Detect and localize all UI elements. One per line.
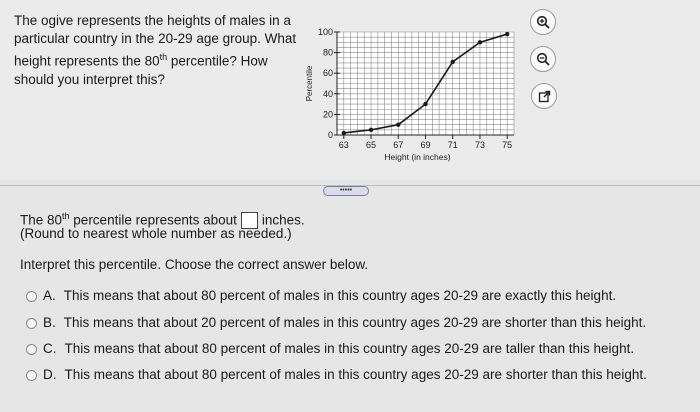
interpret-prompt: Interpret this percentile. Choose the correct answer below. bbox=[20, 257, 369, 272]
answer-suffix: inches. bbox=[261, 212, 305, 228]
answer-prefix: The 80 bbox=[20, 212, 63, 228]
zoom-in-icon bbox=[536, 15, 550, 29]
expand-more-button[interactable]: ••••• bbox=[323, 186, 369, 196]
option-c-radio[interactable] bbox=[26, 344, 37, 355]
question-line-3-start: height represents the 80 bbox=[14, 53, 160, 69]
data-point bbox=[505, 32, 509, 36]
zoom-out-button[interactable] bbox=[530, 46, 556, 72]
answer-sup: th bbox=[62, 211, 70, 221]
x-tick-label: 75 bbox=[502, 140, 513, 150]
zoom-out-icon bbox=[536, 52, 550, 66]
x-tick-label: 71 bbox=[447, 140, 458, 150]
data-point bbox=[423, 102, 427, 106]
question-line-3-sup: th bbox=[159, 52, 168, 62]
option-b[interactable] bbox=[26, 314, 646, 332]
option-d-radio[interactable] bbox=[26, 370, 37, 381]
option-a[interactable] bbox=[26, 287, 616, 305]
data-point bbox=[478, 40, 482, 44]
zoom-in-button[interactable] bbox=[530, 9, 556, 35]
option-d-text: This means that about 80 percent of males in this country ages 20-29 are shorter than this height. bbox=[64, 367, 647, 382]
question-line-3 bbox=[14, 48, 314, 71]
round-note: (Round to nearest whole number as needed.) bbox=[20, 226, 292, 241]
option-b-radio[interactable] bbox=[26, 318, 37, 329]
data-point bbox=[451, 60, 455, 64]
x-tick-label: 65 bbox=[366, 140, 377, 150]
y-tick-label: 100 bbox=[317, 27, 333, 37]
y-tick-label: 80 bbox=[322, 47, 333, 58]
question-line-2: particular country in the 20-29 age group. What bbox=[14, 31, 297, 46]
data-point bbox=[342, 131, 346, 135]
answer-middle: percentile represents about bbox=[69, 212, 237, 228]
option-a-letter: A. bbox=[43, 288, 56, 303]
option-c[interactable] bbox=[26, 340, 634, 358]
data-point bbox=[396, 123, 400, 127]
y-tick-label: 0 bbox=[327, 130, 333, 140]
option-b-text: This means that about 20 percent of males in this country ages 20-29 are shorter than this height. bbox=[63, 315, 647, 330]
option-c-letter: C. bbox=[43, 341, 57, 356]
option-d[interactable] bbox=[26, 366, 647, 384]
y-tick-label: 20 bbox=[322, 109, 333, 120]
x-tick-label: 69 bbox=[420, 140, 431, 150]
option-a-text: This means that about 80 percent of males in this country ages 20-29 are exactly this height. bbox=[63, 288, 617, 303]
option-c-text: This means that about 80 percent of males in this country ages 20-29 are taller than this height. bbox=[64, 341, 635, 356]
y-axis-title: Percentile bbox=[305, 65, 314, 102]
popout-button[interactable] bbox=[531, 83, 557, 109]
x-axis-title: Height (in inches) bbox=[384, 152, 451, 162]
option-b-letter: B. bbox=[43, 315, 56, 330]
question-line-1: The ogive represents the heights of males in a bbox=[14, 13, 291, 28]
option-d-letter: D. bbox=[43, 367, 57, 382]
y-tick-label: 60 bbox=[322, 68, 333, 79]
question-line-4: should you interpret this? bbox=[14, 71, 165, 87]
x-tick-label: 67 bbox=[393, 140, 404, 150]
ogive-chart bbox=[300, 20, 520, 172]
x-tick-label: 73 bbox=[474, 140, 485, 150]
question-line-3-end: percentile? How bbox=[167, 53, 268, 69]
x-tick-label: 63 bbox=[338, 140, 349, 150]
question-text bbox=[14, 12, 314, 89]
y-tick-label: 40 bbox=[322, 88, 333, 99]
data-point bbox=[369, 128, 373, 132]
option-a-radio[interactable] bbox=[26, 291, 37, 302]
external-link-icon bbox=[538, 90, 551, 103]
